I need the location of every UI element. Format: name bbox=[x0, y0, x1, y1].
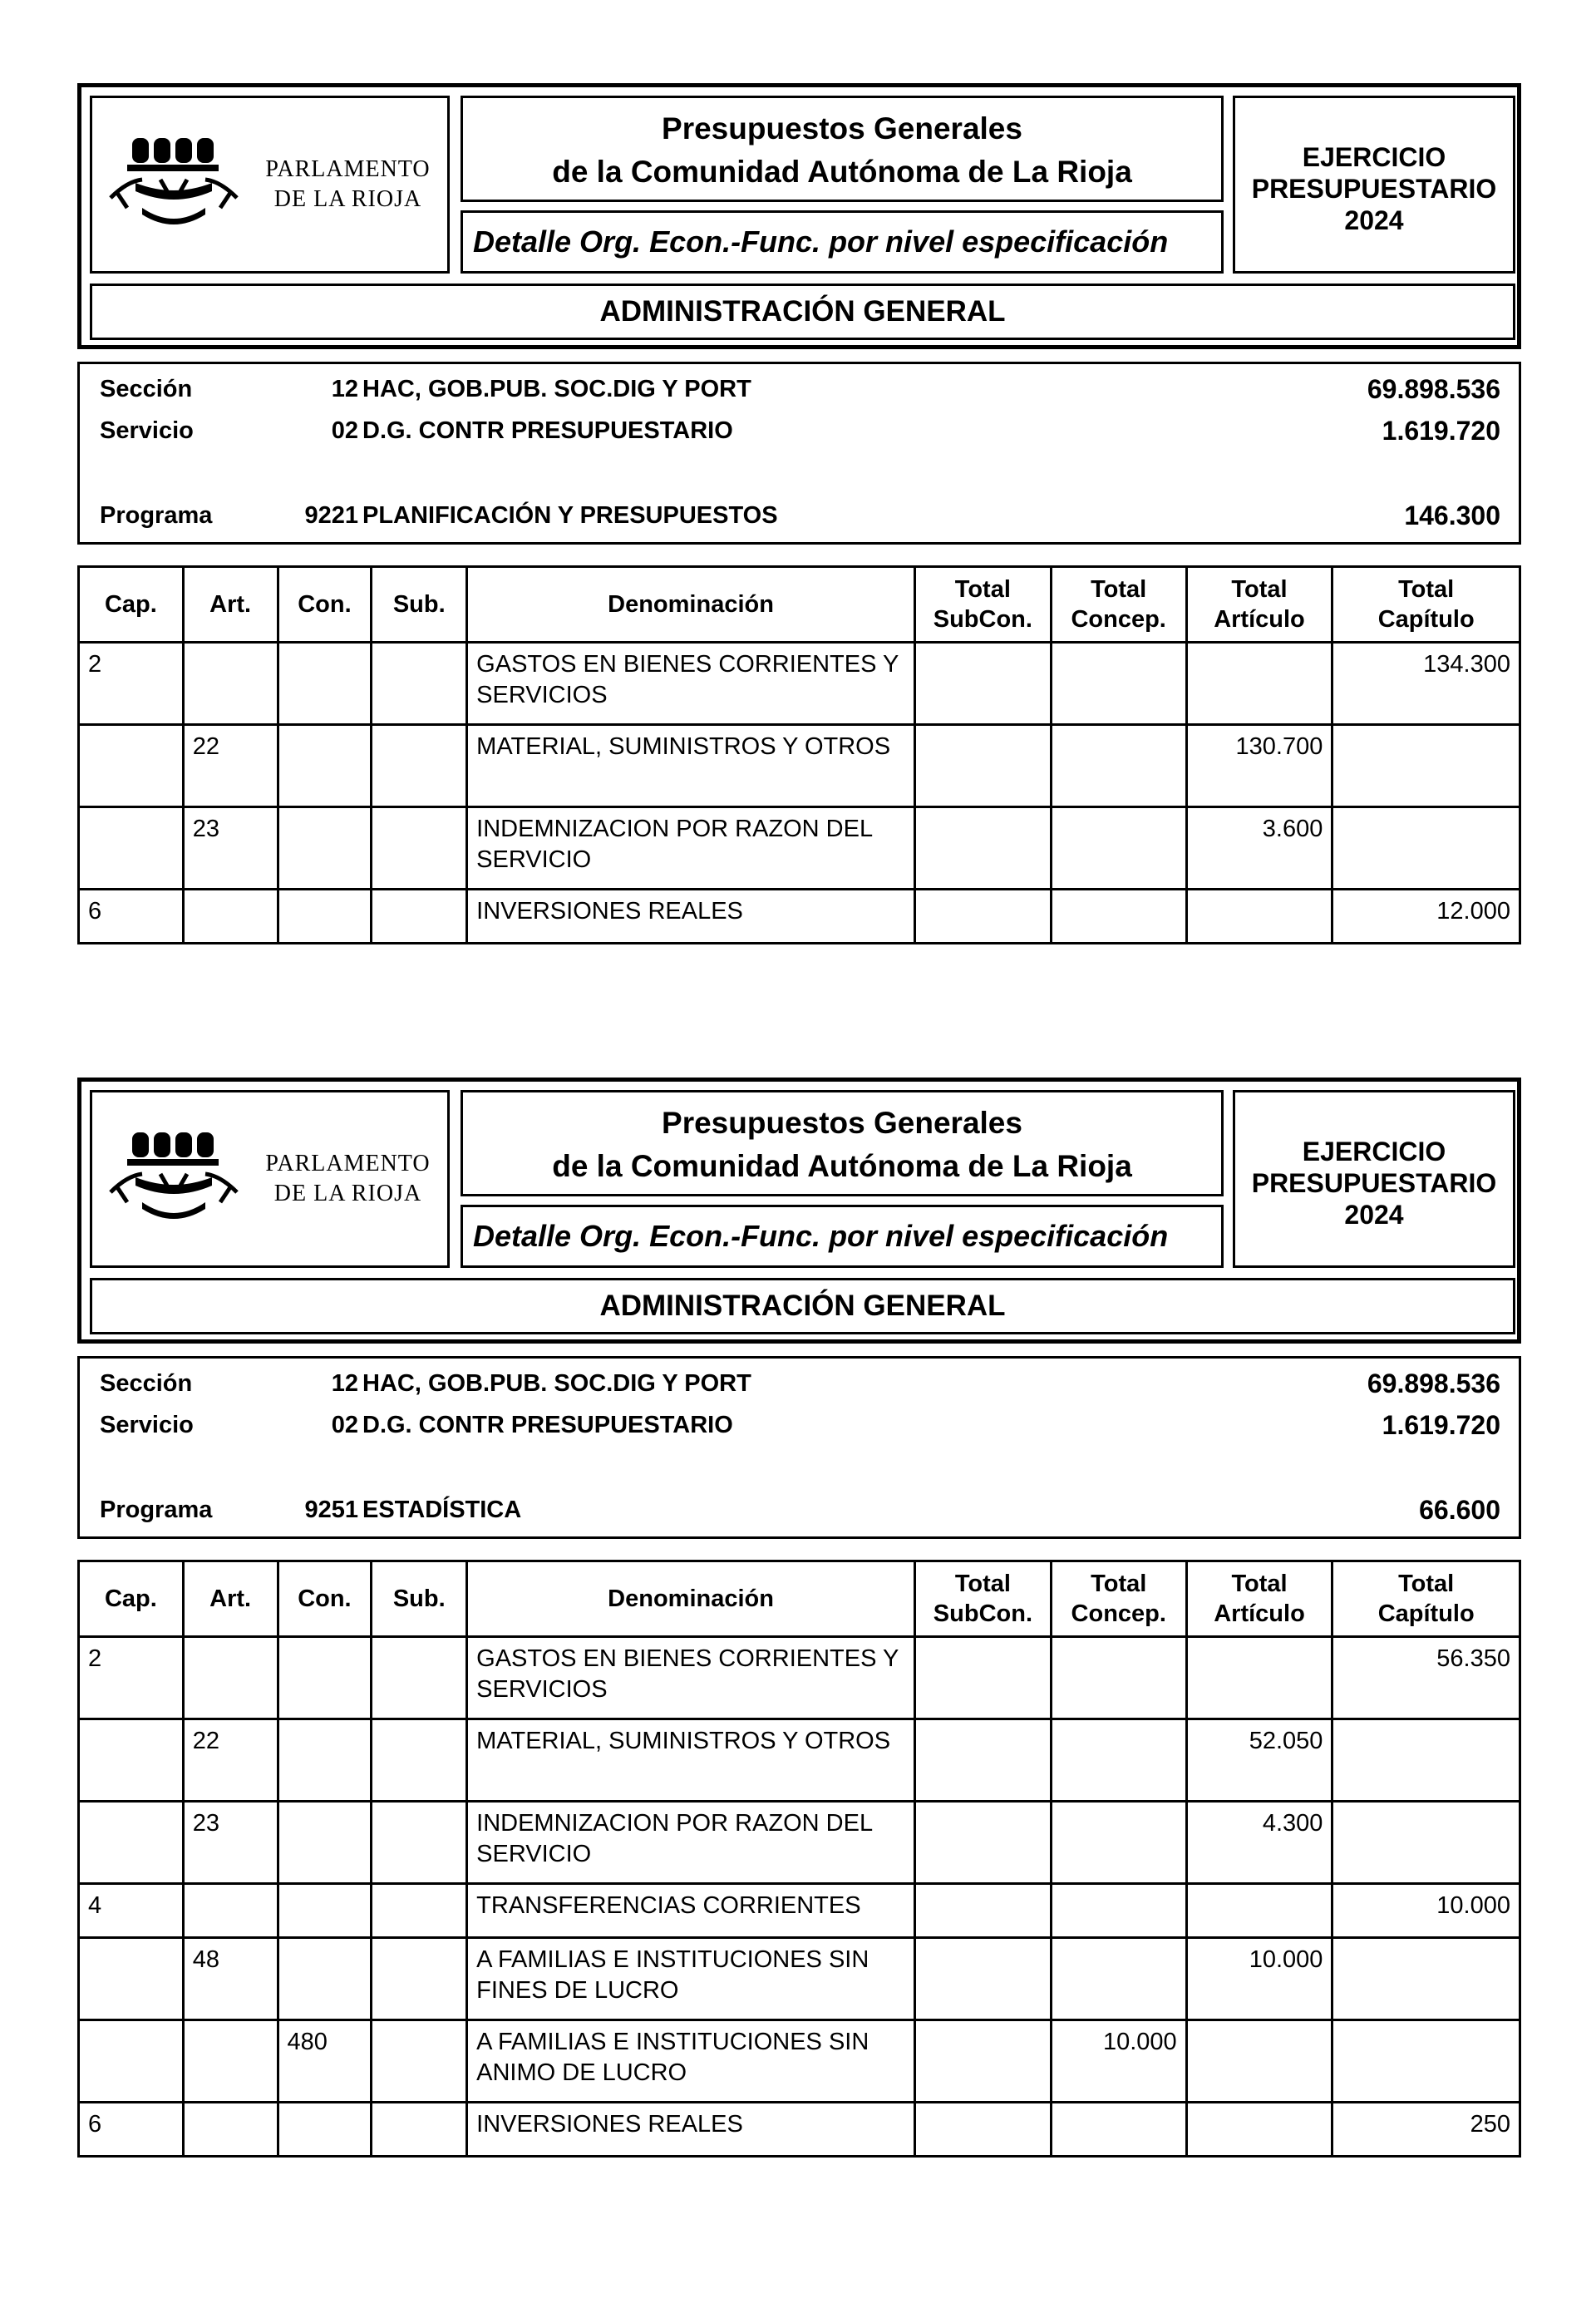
ejercicio-box bbox=[1233, 96, 1515, 274]
col-con: Con. bbox=[278, 567, 372, 643]
table-row bbox=[79, 2020, 1520, 2103]
cell-denominacion: MATERIAL, SUMINISTROS Y OTROS bbox=[467, 725, 915, 807]
report-subtitle: Detalle Org. Econ.-Func. por nivel especificación bbox=[461, 1205, 1224, 1268]
cell-con bbox=[278, 1719, 372, 1802]
cell-total-subcon bbox=[914, 643, 1051, 725]
cell-denominacion: A FAMILIAS E INSTITUCIONES SIN FINES DE LUCRO bbox=[467, 1938, 915, 2020]
servicio-code: 02 bbox=[331, 1412, 358, 1438]
admin-title: ADMINISTRACIÓN GENERAL bbox=[90, 284, 1515, 340]
cell-total-capitulo bbox=[1332, 725, 1520, 807]
cell-sub bbox=[372, 890, 467, 944]
cell-total-articulo: 3.600 bbox=[1186, 807, 1332, 890]
cell-total-subcon bbox=[914, 725, 1051, 807]
cell-art: 48 bbox=[183, 1938, 278, 2020]
col-total-subcon bbox=[914, 1561, 1051, 1637]
seccion-amount: 69.898.536 bbox=[1367, 1369, 1500, 1398]
cell-total-capitulo bbox=[1332, 807, 1520, 890]
col-total-concep bbox=[1051, 1561, 1186, 1637]
cell-con bbox=[278, 1637, 372, 1719]
cell-total-concep bbox=[1051, 643, 1186, 725]
cell-sub bbox=[372, 807, 467, 890]
col-total-articulo-2: Artículo bbox=[1214, 1600, 1305, 1627]
cell-total-concep bbox=[1051, 1719, 1186, 1802]
col-total-concep-2: Concep. bbox=[1071, 1600, 1166, 1627]
cell-total-capitulo bbox=[1332, 1938, 1520, 2020]
col-total-subcon bbox=[914, 567, 1051, 643]
col-total-subcon-2: SubCon. bbox=[933, 606, 1032, 633]
cell-cap: 6 bbox=[79, 890, 184, 944]
cell-total-capitulo bbox=[1332, 2020, 1520, 2103]
col-total-articulo bbox=[1186, 567, 1332, 643]
logo-text bbox=[254, 1149, 441, 1209]
col-con: Con. bbox=[278, 1561, 372, 1637]
title-line-2: de la Comunidad Autónoma de La Rioja bbox=[552, 155, 1132, 189]
seccion-code: 12 bbox=[331, 376, 358, 402]
servicio-name: D.G. CONTR PRESUPUESTARIO bbox=[362, 1412, 733, 1438]
seccion-name: HAC, GOB.PUB. SOC.DIG Y PORT bbox=[362, 376, 751, 402]
cell-art: 22 bbox=[183, 725, 278, 807]
cell-total-subcon bbox=[914, 1884, 1051, 1938]
programa-amount: 146.300 bbox=[1404, 501, 1500, 530]
cell-total-concep bbox=[1051, 890, 1186, 944]
seccion-name: HAC, GOB.PUB. SOC.DIG Y PORT bbox=[362, 1370, 751, 1397]
programa-name: ESTADÍSTICA bbox=[362, 1497, 522, 1523]
col-total-capitulo-1: Total bbox=[1398, 1571, 1455, 1597]
servicio-amount: 1.619.720 bbox=[1382, 1410, 1500, 1440]
programa-name: PLANIFICACIÓN Y PRESUPUESTOS bbox=[362, 502, 778, 529]
cell-art bbox=[183, 890, 278, 944]
cell-total-subcon bbox=[914, 1637, 1051, 1719]
col-total-capitulo bbox=[1332, 567, 1520, 643]
report-title bbox=[461, 96, 1224, 202]
cell-total-subcon bbox=[914, 807, 1051, 890]
col-cap: Cap. bbox=[79, 567, 184, 643]
cell-cap: 4 bbox=[79, 1884, 184, 1938]
cell-sub bbox=[372, 1884, 467, 1938]
report-subtitle: Detalle Org. Econ.-Func. por nivel especificación bbox=[461, 210, 1224, 274]
logo-text bbox=[254, 155, 441, 215]
cell-total-capitulo bbox=[1332, 1802, 1520, 1884]
budget-table bbox=[77, 565, 1521, 944]
cell-total-articulo: 130.700 bbox=[1186, 725, 1332, 807]
col-total-concep-1: Total bbox=[1091, 1571, 1147, 1597]
cell-total-articulo bbox=[1186, 890, 1332, 944]
cell-total-articulo bbox=[1186, 2103, 1332, 2157]
cell-con bbox=[278, 890, 372, 944]
seccion-label: Sección bbox=[100, 1370, 193, 1397]
cell-sub bbox=[372, 643, 467, 725]
cell-sub bbox=[372, 2103, 467, 2157]
table-body bbox=[79, 643, 1520, 944]
cell-art: 22 bbox=[183, 1719, 278, 1802]
table-row bbox=[79, 1938, 1520, 2020]
programa-label: Programa bbox=[100, 1497, 213, 1523]
col-denominacion: Denominación bbox=[467, 567, 915, 643]
cell-denominacion: INDEMNIZACION POR RAZON DEL SERVICIO bbox=[467, 807, 915, 890]
col-total-concep-2: Concep. bbox=[1071, 606, 1166, 633]
ejercicio-line-1: EJERCICIO bbox=[1302, 142, 1446, 172]
cell-total-articulo bbox=[1186, 643, 1332, 725]
cell-total-articulo bbox=[1186, 1637, 1332, 1719]
title-line-2: de la Comunidad Autónoma de La Rioja bbox=[552, 1149, 1132, 1183]
servicio-name: D.G. CONTR PRESUPUESTARIO bbox=[362, 417, 733, 444]
cell-sub bbox=[372, 1719, 467, 1802]
col-sub: Sub. bbox=[372, 1561, 467, 1637]
col-total-articulo bbox=[1186, 1561, 1332, 1637]
budget-table bbox=[77, 1560, 1521, 2158]
cell-total-subcon bbox=[914, 2020, 1051, 2103]
cell-total-capitulo bbox=[1332, 1719, 1520, 1802]
ejercicio-line-1: EJERCICIO bbox=[1302, 1137, 1446, 1166]
cell-total-concep bbox=[1051, 1884, 1186, 1938]
cell-denominacion: INVERSIONES REALES bbox=[467, 2103, 915, 2157]
cell-sub bbox=[372, 1938, 467, 2020]
cell-total-articulo: 10.000 bbox=[1186, 1938, 1332, 2020]
seccion-row bbox=[80, 1367, 1519, 1400]
ejercicio-line-2: PRESUPUESTARIO bbox=[1251, 174, 1497, 204]
table-header-row bbox=[79, 567, 1520, 643]
cell-art bbox=[183, 2020, 278, 2103]
cell-con bbox=[278, 725, 372, 807]
col-total-capitulo-2: Capítulo bbox=[1377, 606, 1475, 633]
logo-line-1: PARLAMENTO bbox=[265, 156, 431, 182]
cell-cap: 6 bbox=[79, 2103, 184, 2157]
title-line-1: Presupuestos Generales bbox=[662, 1106, 1022, 1140]
programa-code: 9251 bbox=[304, 1497, 358, 1523]
title-line-1: Presupuestos Generales bbox=[662, 111, 1022, 145]
cell-art: 23 bbox=[183, 1802, 278, 1884]
cell-total-articulo: 52.050 bbox=[1186, 1719, 1332, 1802]
cell-sub bbox=[372, 725, 467, 807]
cell-total-articulo bbox=[1186, 1884, 1332, 1938]
table-row bbox=[79, 890, 1520, 944]
cell-con bbox=[278, 2103, 372, 2157]
ejercicio-year: 2024 bbox=[1344, 205, 1404, 235]
cell-con bbox=[278, 643, 372, 725]
cell-total-subcon bbox=[914, 1719, 1051, 1802]
programa-label: Programa bbox=[100, 502, 213, 529]
servicio-row bbox=[80, 414, 1519, 447]
cell-total-concep bbox=[1051, 1938, 1186, 2020]
cell-total-concep bbox=[1051, 2103, 1186, 2157]
cell-con bbox=[278, 1884, 372, 1938]
cell-total-concep bbox=[1051, 807, 1186, 890]
table-row bbox=[79, 1637, 1520, 1719]
cell-cap: 2 bbox=[79, 643, 184, 725]
cell-total-subcon bbox=[914, 890, 1051, 944]
cell-total-capitulo: 134.300 bbox=[1332, 643, 1520, 725]
col-total-articulo-1: Total bbox=[1231, 576, 1288, 603]
program-info bbox=[77, 362, 1521, 545]
cell-denominacion: A FAMILIAS E INSTITUCIONES SIN ANIMO DE LUCRO bbox=[467, 2020, 915, 2103]
cell-total-concep bbox=[1051, 1802, 1186, 1884]
logo-line-1: PARLAMENTO bbox=[265, 1151, 431, 1176]
servicio-label: Servicio bbox=[100, 417, 194, 444]
ejercicio-line-2: PRESUPUESTARIO bbox=[1251, 1168, 1497, 1198]
col-art: Art. bbox=[183, 567, 278, 643]
cell-art: 23 bbox=[183, 807, 278, 890]
program-info bbox=[77, 1356, 1521, 1539]
ejercicio-year: 2024 bbox=[1344, 1200, 1404, 1230]
logo-line-2: DE LA RIOJA bbox=[273, 1181, 422, 1206]
cell-total-concep bbox=[1051, 1637, 1186, 1719]
cell-total-capitulo: 56.350 bbox=[1332, 1637, 1520, 1719]
cell-cap bbox=[79, 1802, 184, 1884]
col-total-subcon-1: Total bbox=[954, 1571, 1011, 1597]
cell-denominacion: INDEMNIZACION POR RAZON DEL SERVICIO bbox=[467, 1802, 915, 1884]
cell-total-concep: 10.000 bbox=[1051, 2020, 1186, 2103]
parliament-logo-icon bbox=[102, 131, 245, 231]
cell-cap: 2 bbox=[79, 1637, 184, 1719]
table-body bbox=[79, 1637, 1520, 2157]
cell-cap bbox=[79, 1938, 184, 2020]
programa-code: 9221 bbox=[304, 502, 358, 529]
col-total-subcon-1: Total bbox=[954, 576, 1011, 603]
cell-sub bbox=[372, 1802, 467, 1884]
logo-line-2: DE LA RIOJA bbox=[273, 186, 422, 212]
table-row bbox=[79, 643, 1520, 725]
table-row bbox=[79, 1884, 1520, 1938]
seccion-label: Sección bbox=[100, 376, 193, 402]
col-denominacion: Denominación bbox=[467, 1561, 915, 1637]
table-row bbox=[79, 1802, 1520, 1884]
cell-total-subcon bbox=[914, 1802, 1051, 1884]
programa-amount: 66.600 bbox=[1419, 1495, 1500, 1525]
report-title bbox=[461, 1090, 1224, 1196]
table-header-row bbox=[79, 1561, 1520, 1637]
servicio-amount: 1.619.720 bbox=[1382, 416, 1500, 446]
col-total-articulo-2: Artículo bbox=[1214, 606, 1305, 633]
cell-cap bbox=[79, 1719, 184, 1802]
cell-total-subcon bbox=[914, 1938, 1051, 2020]
admin-title: ADMINISTRACIÓN GENERAL bbox=[90, 1278, 1515, 1334]
col-total-capitulo-2: Capítulo bbox=[1377, 1600, 1475, 1627]
servicio-code: 02 bbox=[331, 417, 358, 444]
seccion-row bbox=[80, 372, 1519, 406]
cell-con bbox=[278, 1802, 372, 1884]
cell-denominacion: GASTOS EN BIENES CORRIENTES Y SERVICIOS bbox=[467, 643, 915, 725]
table-row bbox=[79, 2103, 1520, 2157]
cell-cap bbox=[79, 2020, 184, 2103]
table-row bbox=[79, 807, 1520, 890]
col-total-concep bbox=[1051, 567, 1186, 643]
table-row bbox=[79, 1719, 1520, 1802]
cell-art bbox=[183, 2103, 278, 2157]
cell-total-capitulo: 10.000 bbox=[1332, 1884, 1520, 1938]
col-total-capitulo-1: Total bbox=[1398, 576, 1455, 603]
cell-denominacion: INVERSIONES REALES bbox=[467, 890, 915, 944]
cell-sub bbox=[372, 1637, 467, 1719]
servicio-row bbox=[80, 1408, 1519, 1442]
cell-con bbox=[278, 807, 372, 890]
cell-denominacion: MATERIAL, SUMINISTROS Y OTROS bbox=[467, 1719, 915, 1802]
cell-total-capitulo: 250 bbox=[1332, 2103, 1520, 2157]
programa-row bbox=[80, 499, 1519, 532]
col-sub: Sub. bbox=[372, 567, 467, 643]
cell-con bbox=[278, 1938, 372, 2020]
cell-sub bbox=[372, 2020, 467, 2103]
cell-art bbox=[183, 1884, 278, 1938]
cell-denominacion: GASTOS EN BIENES CORRIENTES Y SERVICIOS bbox=[467, 1637, 915, 1719]
cell-denominacion: TRANSFERENCIAS CORRIENTES bbox=[467, 1884, 915, 1938]
report-header bbox=[77, 83, 1521, 349]
cell-total-subcon bbox=[914, 2103, 1051, 2157]
col-cap: Cap. bbox=[79, 1561, 184, 1637]
programa-row bbox=[80, 1493, 1519, 1526]
ejercicio-box bbox=[1233, 1090, 1515, 1268]
servicio-label: Servicio bbox=[100, 1412, 194, 1438]
table-row bbox=[79, 725, 1520, 807]
cell-art bbox=[183, 643, 278, 725]
col-total-subcon-2: SubCon. bbox=[933, 1600, 1032, 1627]
seccion-code: 12 bbox=[331, 1370, 358, 1397]
cell-cap bbox=[79, 807, 184, 890]
logo-box bbox=[90, 96, 450, 274]
col-total-concep-1: Total bbox=[1091, 576, 1147, 603]
parliament-logo-icon bbox=[102, 1126, 245, 1226]
seccion-amount: 69.898.536 bbox=[1367, 374, 1500, 404]
cell-total-articulo: 4.300 bbox=[1186, 1802, 1332, 1884]
col-total-articulo-1: Total bbox=[1231, 1571, 1288, 1597]
col-total-capitulo bbox=[1332, 1561, 1520, 1637]
cell-cap bbox=[79, 725, 184, 807]
cell-total-concep bbox=[1051, 725, 1186, 807]
cell-con: 480 bbox=[278, 2020, 372, 2103]
cell-total-capitulo: 12.000 bbox=[1332, 890, 1520, 944]
cell-total-articulo bbox=[1186, 2020, 1332, 2103]
logo-box bbox=[90, 1090, 450, 1268]
cell-art bbox=[183, 1637, 278, 1719]
report-header bbox=[77, 1078, 1521, 1344]
col-art: Art. bbox=[183, 1561, 278, 1637]
